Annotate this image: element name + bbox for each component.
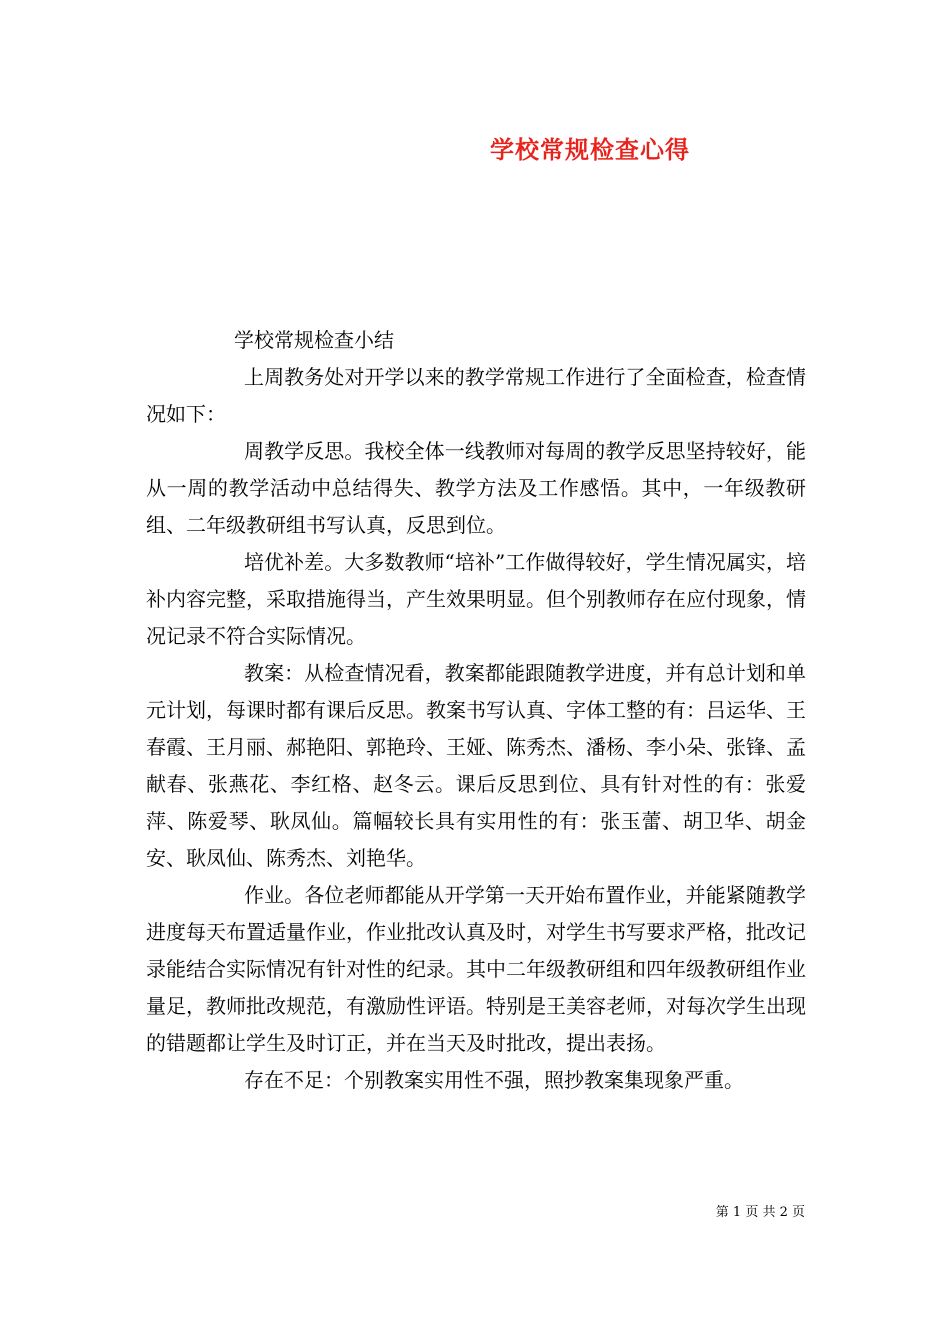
- document-body: [146, 322, 806, 1099]
- paragraph-intro: 上周教务处对开学以来的教学常规工作进行了全面检查，检查情况如下：: [146, 365, 806, 426]
- paragraph-tutoring: 培优补差。大多数教师“培补”工作做得较好，学生情况属实，培补内容完整，采取措施得当，产生效果明显。但个别教师存在应付现象，情况记录不符合实际情况。: [146, 550, 806, 648]
- paragraph-homework: 作业。各位老师都能从开学第一天开始布置作业，并能紧随教学进度每天布置适量作业，作业批改认真及时，对学生书写要求严格，批改记录能结合实际情况有针对性的纪录。其中二年级教研组和四年级教研组作业量足，教师批改规范，有激励性评语。特别是王美容老师，对每次学生出现的错题都让学生及时订正，并在当天及时批改，提出表扬。: [146, 883, 806, 1055]
- paragraph-lesson-plans: 教案：从检查情况看，教案都能跟随教学进度，并有总计划和单元计划，每课时都有课后反思。教案书写认真、字体工整的有：吕运华、王春霞、王月丽、郝艳阳、郭艳玲、王娅、陈秀杰、潘杨、李小朵、张锋、孟献春、张燕花、李红格、赵冬云。课后反思到位、具有针对性的有：张爱萍、陈爱琴、耿凤仙。篇幅较长具有实用性的有：张玉蕾、胡卫华、胡金安、耿凤仙、陈秀杰、刘艳华。: [146, 661, 806, 870]
- page-number-footer: 第 1 页 共 2 页: [715, 1205, 805, 1220]
- paragraph-shortcomings: 存在不足：个别教案实用性不强，照抄教案集现象严重。: [244, 1068, 744, 1092]
- paragraph-weekly-reflection: 周教学反思。我校全体一线教师对每周的教学反思坚持较好，能从一周的教学活动中总结得失、教学方法及工作感悟。其中，一年级教研组、二年级教研组书写认真，反思到位。: [146, 439, 806, 537]
- page-title: 学校常规检查心得: [490, 135, 690, 164]
- section-subheading: 学校常规检查小结: [234, 328, 394, 352]
